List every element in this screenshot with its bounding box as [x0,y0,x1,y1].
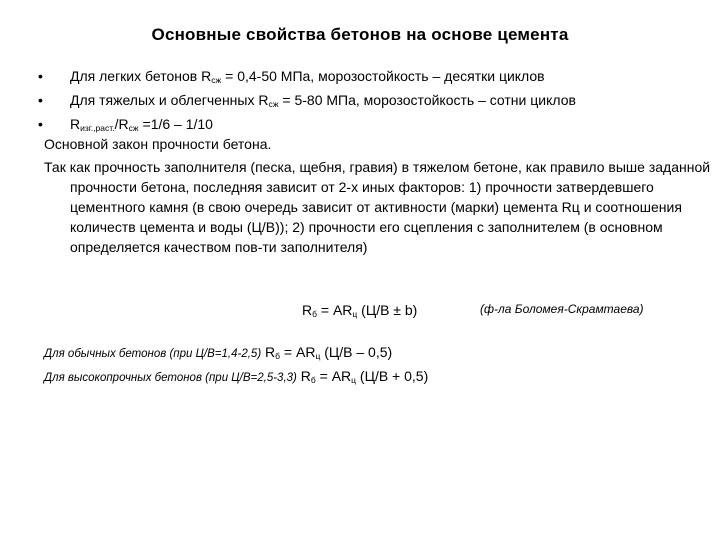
bullet-text-part: Для легких бетонов R [70,68,212,84]
subscript: б [312,309,317,319]
bullet-item-strength-ratio [38,112,708,136]
ordinary-concrete-formula [44,342,392,366]
bullet-text-part: = 0,4-50 МПа, морозостойкость – десятки циклов [221,68,545,84]
formula-part: R [261,344,276,360]
subscript: б [310,375,316,385]
bullet-text-part: R [70,116,81,132]
bullet-text-part: /R [114,116,129,132]
subscript: сж [128,123,139,133]
bullet-text-part: = 5-80 МПа, морозостойкость – сотни циклов [278,92,576,108]
formula-condition: Для высокопрочных бетонов (при Ц/В=2,5-3,3) [44,372,297,384]
formula-part: (Ц/В – 0,5) [320,344,393,360]
subscript: изг.,раст. [80,123,115,133]
main-formula [302,300,417,324]
law-heading: Основной закон прочности бетона. [44,136,272,152]
slide-title: Основные свойства бетонов на основе цемента [151,25,569,44]
subscript: сж [268,99,279,109]
subscript: ц [352,309,358,319]
bullet-marker: • [38,68,43,84]
bullet-item-heavy-concrete [38,88,708,112]
formula-part: = AR [280,344,316,360]
formula-part: (Ц/В + 0,5) [356,368,429,384]
bullet-text-part: Для тяжелых и облегченных R [70,92,269,108]
subscript: ц [315,351,321,361]
subscript: б [275,351,281,361]
explanation-paragraph: Так как прочность заполнителя (песка, щебня, гравия) в тяжелом бетоне, как правило выше заданной прочности бетона, последняя зависит от 2-х иных факторов: 1) прочности затвердевшего цементного камня (в свою очередь зависит от активности (марки) цемента Rц и соотношения количеств цемента и воды (Ц/В)); 2) прочности его сцепления с заполнителем (в основном определяется качеством пов-ти заполнителя) [44,159,711,255]
bullet-text-part: =1/6 – 1/10 [138,116,213,132]
formula-part: = AR [317,302,353,318]
formula-part: R [302,302,313,318]
formula-part: = AR [315,368,352,384]
bullet-item-light-concrete [38,64,708,88]
formula-name: (ф-ла Боломея-Скрамтаева) [480,302,644,316]
formula-condition: Для обычных бетонов (при Ц/В=1,4-2,5) [44,348,262,360]
high-strength-concrete-formula [44,366,428,390]
formula-part: (Ц/В ± b) [357,302,418,318]
subscript: ц [351,375,357,385]
bullet-marker: • [38,116,43,132]
subscript: сж [211,75,222,85]
bullet-marker: • [38,92,43,108]
bullet-list [38,64,708,136]
formula-part: R [296,368,311,384]
